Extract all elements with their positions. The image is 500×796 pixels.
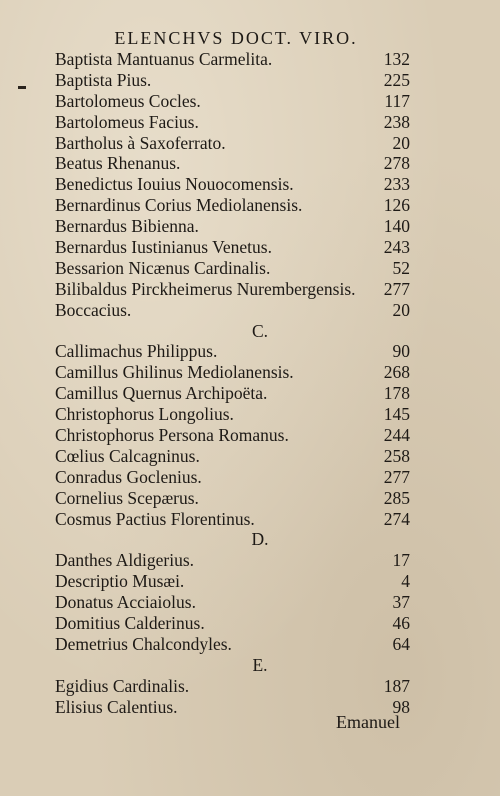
entry-page-number: 243	[383, 237, 410, 258]
entry-name: Cosmus Pactius Florentinus.	[55, 508, 255, 529]
entry-name: Egidius Cardinalis.	[55, 675, 190, 696]
index-entry	[55, 49, 410, 70]
entry-page-number: 98	[392, 696, 410, 717]
index-entry	[55, 279, 410, 300]
index-entry	[55, 571, 410, 592]
entry-page-number: 178	[383, 383, 410, 404]
index-entry	[55, 446, 410, 467]
entry-name: Elisius Calentius.	[55, 696, 178, 717]
index-entry	[55, 404, 410, 425]
index-entry	[55, 613, 410, 634]
entry-name: Bernardinus Corius Mediolanensis.	[55, 195, 303, 216]
entry-page-number: 274	[383, 508, 410, 529]
index-entry	[55, 174, 410, 195]
entry-page-number: 132	[383, 49, 410, 69]
entry-page-number: 258	[383, 445, 410, 466]
entry-page-number: 126	[383, 195, 410, 216]
entry-name: Bernardus Iustinianus Venetus.	[55, 237, 272, 258]
entry-name: Callimachus Philippus.	[55, 341, 218, 362]
section-letter: E.	[252, 654, 268, 675]
entry-page-number: 277	[383, 278, 410, 299]
entry-page-number: 46	[392, 613, 410, 634]
entry-name: Baptista Pius.	[55, 69, 152, 90]
entry-page-number: 277	[383, 466, 410, 487]
index-entry	[55, 216, 410, 237]
entry-page-number: 117	[384, 90, 410, 111]
entry-name: Bilibaldus Pirckheimerus Nurembergensis.	[55, 278, 356, 299]
entry-name: Baptista Mantuanus Carmelita.	[55, 49, 273, 69]
index-entry	[55, 195, 410, 216]
index-entry	[55, 383, 410, 404]
entry-name: Christophorus Longolius.	[55, 404, 234, 425]
entry-name: Bernardus Bibienna.	[55, 216, 199, 237]
entry-name: Camillus Ghilinus Mediolanensis.	[55, 362, 294, 383]
entry-name: Camillus Quernus Archipoëta.	[55, 383, 268, 404]
entry-name: Domitius Calderinus.	[55, 613, 205, 634]
entry-page-number: 140	[383, 216, 410, 237]
index-entry	[55, 676, 410, 697]
index-entry	[55, 300, 410, 321]
entry-name: Bartolomeus Facius.	[55, 111, 199, 132]
entry-name: Donatus Acciaiolus.	[55, 592, 196, 613]
entry-page-number: 37	[392, 592, 410, 613]
index-entry	[55, 341, 410, 362]
index-entry	[55, 425, 410, 446]
index-entry	[55, 467, 410, 488]
entry-name: Christophorus Persona Romanus.	[55, 425, 289, 446]
entry-page-number: 244	[383, 425, 410, 446]
running-header: ELENCHVS DOCT. VIRO.	[114, 28, 358, 48]
entry-name: Benedictus Iouius Nouocomensis.	[55, 174, 294, 195]
entry-name: Cœlius Calcagninus.	[55, 445, 200, 466]
entry-page-number: 225	[383, 69, 410, 90]
entry-name: Bessarion Nicænus Cardinalis.	[55, 257, 271, 278]
entry-page-number: 17	[392, 550, 410, 571]
section-letter: D.	[251, 529, 269, 550]
entry-name: Conradus Goclenius.	[55, 466, 202, 487]
entry-page-number: 238	[383, 111, 410, 132]
index-entry	[55, 550, 410, 571]
entry-name: Demetrius Chalcondyles.	[55, 633, 232, 654]
entry-name: Descriptio Musæi.	[55, 571, 185, 592]
entry-page-number: 278	[383, 153, 410, 174]
entry-name: Boccacius.	[55, 299, 132, 320]
index-entry	[55, 133, 410, 154]
entry-page-number: 145	[383, 404, 410, 425]
entry-name: Beatus Rhenanus.	[55, 153, 181, 174]
index-entry	[55, 509, 410, 530]
entry-name: Danthes Aldigerius.	[55, 550, 195, 571]
entry-page-number: 233	[383, 174, 410, 195]
catchword: Emanuel	[336, 712, 400, 732]
entry-page-number: 187	[383, 675, 410, 696]
entry-page-number: 285	[383, 487, 410, 508]
index-entry	[55, 258, 410, 279]
entry-page-number: 20	[392, 299, 410, 320]
margin-mark	[18, 86, 26, 89]
entry-name: Cornelius Scepærus.	[55, 487, 199, 508]
index-entry	[55, 634, 410, 655]
entry-page-number: 64	[392, 633, 410, 654]
entry-name: Bartolomeus Cocles.	[55, 90, 201, 111]
entry-page-number: 4	[401, 571, 410, 592]
index-entry	[55, 237, 410, 258]
index-entry	[55, 488, 410, 509]
entry-name: Bartholus à Saxoferrato.	[55, 132, 226, 153]
index-entry	[55, 592, 410, 613]
index-entry	[55, 70, 410, 91]
entry-page-number: 90	[392, 341, 410, 362]
index-list	[55, 49, 410, 718]
section-letter: C.	[251, 320, 269, 341]
index-entry	[55, 153, 410, 174]
index-entry	[55, 112, 410, 133]
index-entry	[55, 362, 410, 383]
entry-page-number: 20	[392, 132, 410, 153]
entry-page-number: 52	[392, 257, 410, 278]
index-entry	[55, 91, 410, 112]
entry-page-number: 268	[383, 362, 410, 383]
